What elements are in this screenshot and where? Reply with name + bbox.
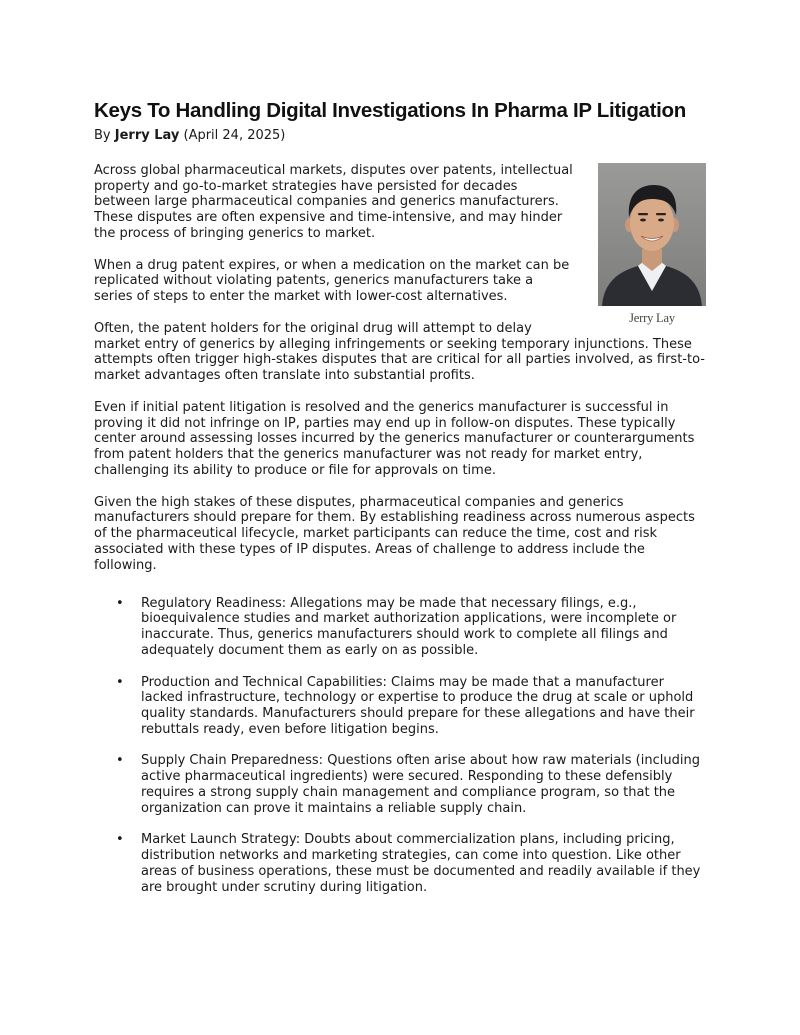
bullet-icon: • [116,753,124,769]
list-item-text: Supply Chain Preparedness: Questions often arise about how raw materials (including active pharmaceutical ingredients) were secured. Responding to these defensibly requires a strong supply chain management and compliance program, so that the organization can prove it maintains a reliable supply chain. [141,753,700,816]
list-item-text: Market Launch Strategy: Doubts about commercialization plans, including pricing, distribution networks and marketing strategies, can come into question. Like other areas of business operations, these must be documented and readily available if they are brought under scrutiny during litigation. [141,832,701,895]
paragraph: Even if initial patent litigation is resolved and the generics manufacturer is successful in proving it did not infringe on IP, parties may end up in follow-on disputes. These typically center around assessing losses incurred by the generics manufacturer or counterarguments from patent holders that the generics manufacturer was not ready for market entry, challenging its ability to produce or file for approvals on time. [94,399,695,478]
list-item-text: Production and Technical Capabilities: Claims may be made that a manufacturer lacked infrastructure, technology or expertise to produce the drug at scale or uphold quality standards. Manufacturers should prepare for these allegations and have their rebuttals ready, even before litigation begins. [141,674,695,737]
author-photo [598,163,706,306]
paragraph: Given the high stakes of these disputes, pharmaceutical companies and generics manufacturers should prepare for them. By establishing readiness across numerous aspects of the pharmaceutical lifecycle, market participants can reduce the time, cost and risk associated with these types of IP disputes. Areas of challenge to address include the following. [94,494,695,573]
challenge-list [94,596,706,896]
author-name: Jerry Lay [114,128,180,143]
list-item [94,753,706,816]
bullet-icon: • [116,832,124,848]
author-photo-figure [598,163,706,327]
paragraph: Often, the patent holders for the original drug will attempt to delay market entry of generics by alleging infringements or seeking temporary injunctions. These attempts often trigger high-stakes disputes that are critical for all parties involved, as first-to-market advantages often translate into substantial profits. [94,320,705,384]
byline-prefix: By [94,128,115,143]
list-item-text: Regulatory Readiness: Allegations may be made that necessary filings, e.g., bioequivalence studies and market authorization applications, were incomplete or inaccurate. Thus, generics manufacturers should work to complete all filings and adequately document them as early on as possible. [141,595,677,658]
list-item [94,596,706,659]
paragraph: Across global pharmaceutical markets, disputes over patents, intellectual property and go-to-market strategies have persisted for decades between large pharmaceutical companies and generics manufacturers. These disputes are often expensive and time-intensive, and may hinder the process of bringing generics to market. [94,162,573,241]
publish-date: (April 24, 2025) [179,128,286,143]
byline [94,128,706,144]
photo-caption: Jerry Lay [629,310,675,325]
article-title: Keys To Handling Digital Investigations In Pharma IP Litigation [94,99,687,122]
bullet-icon: • [116,595,124,611]
article [94,98,706,911]
list-item [94,675,706,738]
list-item [94,832,706,895]
paragraph: When a drug patent expires, or when a medication on the market can be replicated without violating patents, generics manufacturers take a series of steps to enter the market with lower-cost alternatives. [94,257,570,305]
bullet-icon: • [116,674,124,690]
